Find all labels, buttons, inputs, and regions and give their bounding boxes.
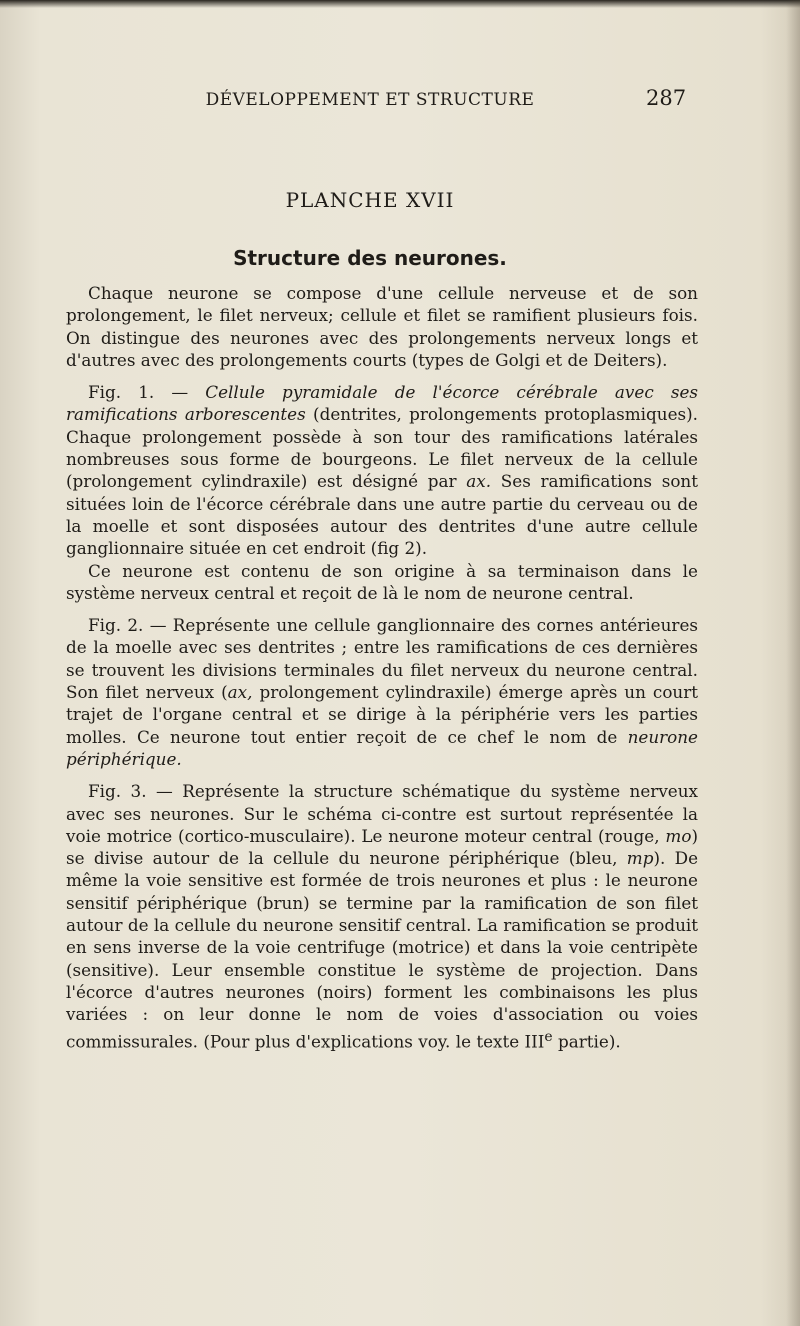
fig3-text3: ). De même la voie sensitive est formée de trois neurones et plus : le neurone sensitif périphérique (brun) se termine par la ramification de son filet autour de la cellule du neurone sensitif central. La ramification se produit en sens inverse de la voie centrifuge (motrice) et dans la voie centripète (sensitive). Leur ensemble constitue le système de projection. Dans l'écorce d'autres neurones (noirs) forment les combinaisons les plus variées : on leur donne le nom de voies d'association ou voies commissurales. (Pour plus d'explications voy. le texte III: [66, 848, 698, 1052]
fig1-text-end: Ses ramifications sont situées loin de l'écorce cérébrale dans une autre partie du cerveau ou de la moelle et sont disposées autour des dentrites d'une autre cellule ganglionnaire située en cet endroit (fig 2).: [66, 471, 698, 559]
fig3-mp: mp: [626, 848, 654, 869]
fig2-text: Représente une cellule ganglionnaire des cornes antérieures de la moelle avec ses dentrites ; entre les ramifications de ces dernières se trouvent les divisions terminales du filet nerveux du neurone central. Son filet nerveux (: [66, 615, 698, 703]
fig3-sup: e: [544, 1028, 553, 1045]
paragraph-fig2: [66, 614, 698, 770]
fig3-text2: ) se divise autour de la cellule du neurone périphérique (bleu,: [66, 825, 698, 869]
fig3-text: Représente la structure schématique du système nerveux avec ses neurones. Sur le schéma ci-contre est surtout représentée la voie motrice (cortico-musculaire). Le neurone moteur central (rouge,: [66, 781, 698, 846]
fig1-caption: Cellule pyramidale de l'écorce cérébrale avec ses ramifications arborescentes: [66, 382, 699, 425]
fig1-ax: ax.: [466, 471, 492, 492]
top-edge-shadow: [0, 0, 800, 8]
fig2-label: Fig. 2. —: [88, 615, 173, 636]
page-gutter-shadow: [786, 0, 800, 1326]
fig1-label: Fig. 1. —: [88, 382, 206, 403]
fig1-text: (dentrites, prolongements protoplasmiques). Chaque prolongement possède à son tour des ramifications latérales nombreuses sous forme de bourgeons. Le filet nerveux de la cellule (prolongement cylindraxile) est désigné par: [66, 404, 699, 492]
section-title: Structure des neurones.: [233, 246, 507, 270]
paragraph-fig3: [66, 780, 698, 1052]
fig3-text4: partie).: [552, 1031, 621, 1052]
running-head: DÉVELOPPEMENT ET STRUCTURE: [205, 90, 535, 110]
fig2-ax: ax,: [227, 682, 253, 703]
page-number: 287: [646, 86, 687, 110]
fig3-mo: mo: [665, 825, 692, 846]
fig3-label: Fig. 3. —: [88, 781, 183, 802]
body-text: [66, 282, 698, 1052]
plate-title: PLANCHE XVII: [285, 188, 455, 212]
fig2-italic-end: neurone périphérique.: [66, 726, 698, 769]
paragraph-fig1: [66, 381, 698, 559]
fig2-text2: prolongement cylindraxile) émerge après un court trajet de l'organe central et se dirige à la périphérie vers les parties molles. Ce neurone tout entier reçoit de ce chef le nom de: [66, 682, 699, 747]
paragraph-fig1-cont: Ce neurone est contenu de son origine à sa terminaison dans le système nerveux central et reçoit de là le nom de neurone central.: [66, 560, 698, 603]
paragraph-intro: Chaque neurone se compose d'une cellule nerveuse et de son prolongement, le filet nerveux; cellule et filet se ramifient plusieurs fois. On distingue des neurones avec des prolongements nerveux longs et d'autres avec des prolongements courts (types de Golgi et de Deiters).: [66, 283, 698, 370]
